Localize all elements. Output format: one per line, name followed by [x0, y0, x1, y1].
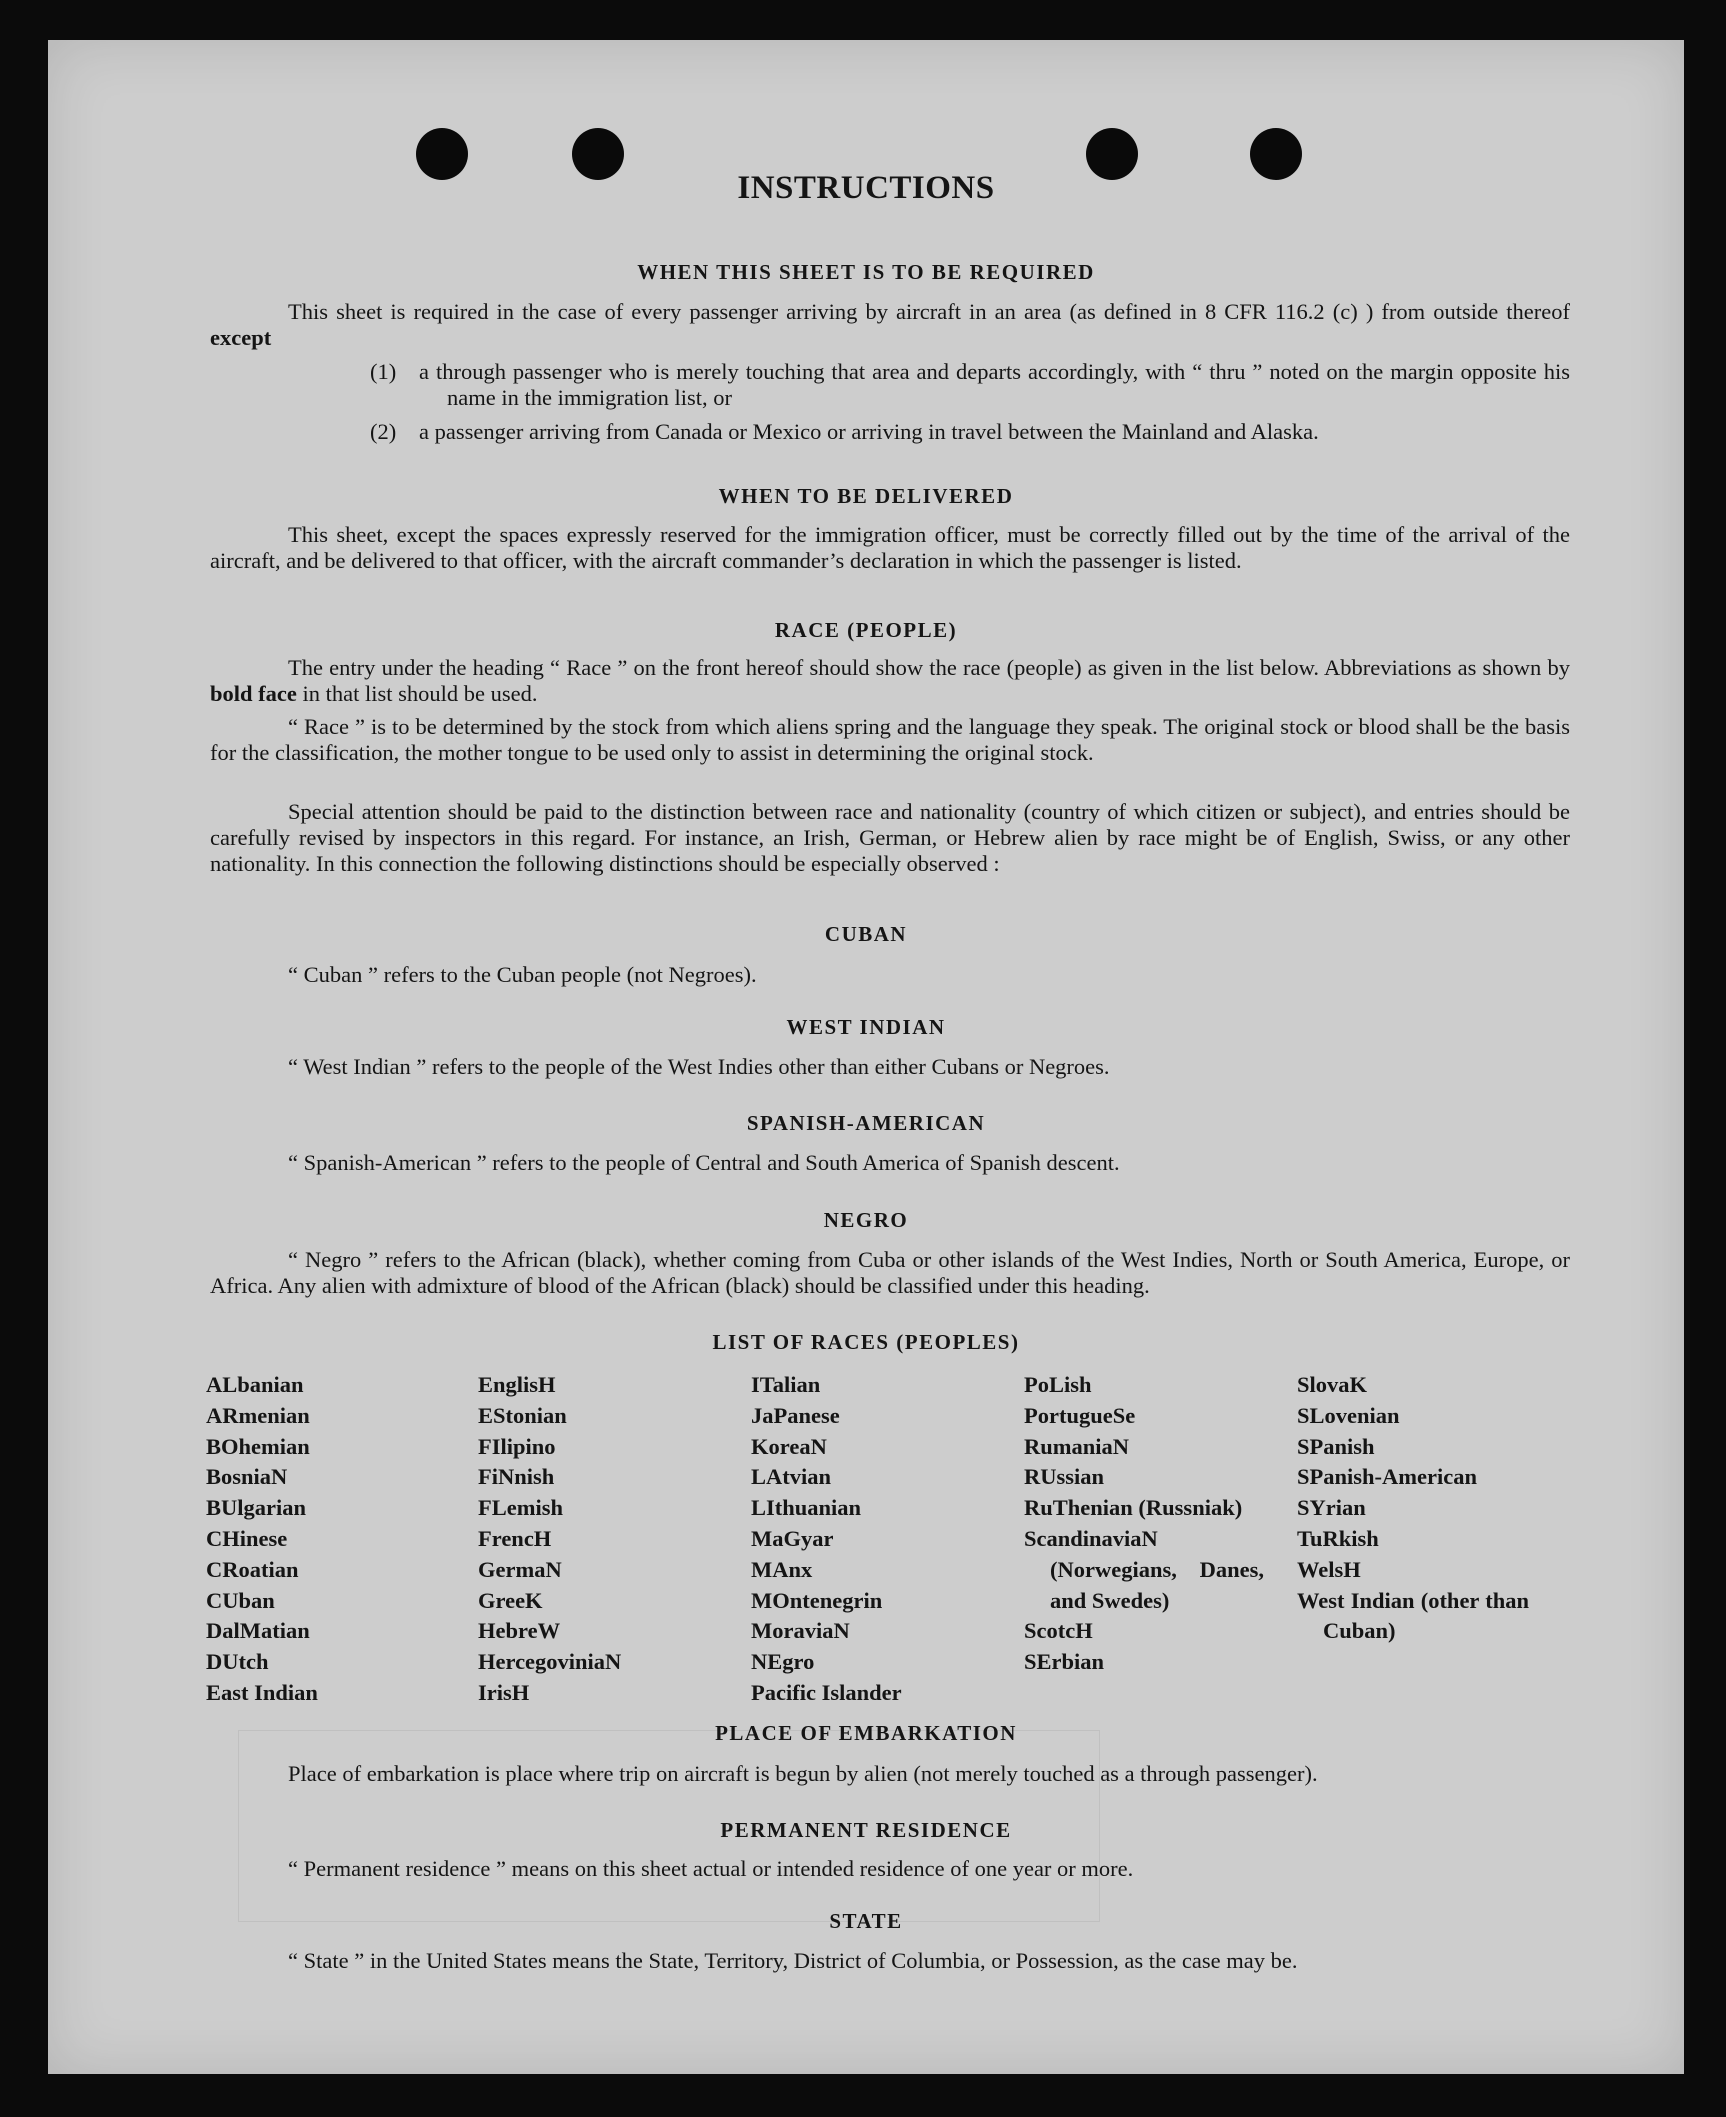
- cuban-paragraph: “ Cuban ” refers to the Cuban people (not Negroes).: [288, 962, 757, 987]
- race-item: CRoatian: [206, 1556, 299, 1582]
- race-p3-text: Special attention should be paid to the distinction between race and nationality (country of which citizen or subject), and entries should be carefully revised by inspectors in this regard. For instance, an Irish, German, or Hebrew alien by race might be of English, Swiss, or any other nationality. In this connection the following distinctions should be especially observed :: [210, 799, 1570, 876]
- item-number: (2): [370, 419, 397, 444]
- negro-paragraph: “ Negro ” refers to the African (black), whether coming from Cuba or other islands of the West Indies, North or South America, Europe, or Africa. Any alien with admixture of blood of the African (black) should be classified under this heading.: [210, 1247, 1570, 1298]
- race-item: WelsH: [1297, 1556, 1361, 1582]
- race-item: JaPanese: [751, 1402, 840, 1428]
- races-column-4: [1024, 1370, 1264, 1678]
- race-item: SlovaK: [1297, 1372, 1368, 1397]
- heading-west-indian: WEST INDIAN: [786, 1015, 946, 1039]
- race-item: LIthuanian: [751, 1495, 862, 1521]
- race-item: RumaniaN: [1024, 1433, 1130, 1459]
- race-item: ScotcH: [1024, 1618, 1093, 1644]
- races-column-3: [751, 1370, 991, 1709]
- heading-list-of-races: LIST OF RACES (PEOPLES): [712, 1330, 1020, 1354]
- item-text: a through passenger who is merely touching that area and departs accordingly, with “ thru ” noted on the margin opposite his name in the immigration list, or: [419, 359, 1570, 410]
- west-indian-text: [210, 1054, 1570, 1080]
- race-p1-end: in that list should be used.: [302, 681, 538, 706]
- heading-race: RACE (PEOPLE): [774, 618, 958, 642]
- races-column-1: [206, 1370, 446, 1709]
- race-item: SPanish-American: [1297, 1464, 1477, 1490]
- spanish-american-text: [210, 1150, 1570, 1176]
- list-item: [370, 419, 1570, 445]
- embarkation-text: [210, 1761, 1570, 1787]
- race-paragraph-3: [210, 799, 1570, 877]
- heading-cuban: CUBAN: [824, 922, 908, 946]
- item-text: a passenger arriving from Canada or Mexico or arriving in travel between the Mainland and Alaska.: [419, 419, 1319, 444]
- race-item: EStonian: [478, 1402, 567, 1428]
- race-p1-bold: bold face: [210, 681, 297, 706]
- race-item: FiNnish: [478, 1464, 555, 1490]
- race-item: HebreW: [478, 1618, 561, 1644]
- race-paragraph-2: [210, 714, 1570, 766]
- race-item: East Indian: [206, 1679, 318, 1705]
- race-item: Pacific Islander: [751, 1679, 902, 1705]
- spanish-american-paragraph: “ Spanish-American ” refers to the people of Central and South America of Spanish descent.: [288, 1150, 1120, 1175]
- delivered-paragraph: This sheet, except the spaces expressly reserved for the immigration officer, must be correctly filled out by the time of the arrival of the aircraft, and be delivered to that officer, with the aircraft commander’s declaration in which the passenger is listed.: [210, 522, 1570, 573]
- required-intro: [210, 299, 1570, 351]
- heading-negro: NEGRO: [823, 1208, 909, 1232]
- race-item: FIlipino: [478, 1433, 556, 1459]
- heading-delivered: WHEN TO BE DELIVERED: [718, 484, 1014, 508]
- race-item: PoLish: [1024, 1372, 1092, 1397]
- west-indian-paragraph: “ West Indian ” refers to the people of the West Indies other than either Cubans or Negroes.: [288, 1054, 1110, 1079]
- negro-text: [210, 1247, 1570, 1299]
- page-title: INSTRUCTIONS: [737, 170, 995, 206]
- race-item: GermaN: [478, 1556, 562, 1582]
- race-item: EnglisH: [478, 1372, 556, 1397]
- race-item: IrisH: [478, 1679, 530, 1705]
- race-item: ARmenian: [206, 1402, 310, 1428]
- race-item: RuThenian (Russniak): [1024, 1495, 1243, 1521]
- race-p1-text: The entry under the heading “ Race ” on the front hereof should show the race (people) as given in the list below. Abbreviations as shown by: [288, 655, 1570, 680]
- race-item: West Indian (other than Cuban): [1297, 1587, 1529, 1644]
- heading-residence: PERMANENT RESIDENCE: [720, 1818, 1012, 1842]
- race-item: LAtvian: [751, 1464, 832, 1490]
- embarkation-paragraph: Place of embarkation is place where trip on aircraft is begun by alien (not merely touched as a through passenger).: [288, 1761, 1318, 1786]
- heading-spanish-american: SPANISH-AMERICAN: [746, 1111, 986, 1135]
- race-item: HercegoviniaN: [478, 1649, 622, 1675]
- race-item: DalMatian: [206, 1618, 310, 1644]
- race-item: CUban: [206, 1587, 275, 1613]
- race-item: MAnx: [751, 1556, 813, 1582]
- race-item: FrencH: [478, 1525, 552, 1551]
- race-item: MOntenegrin: [751, 1587, 883, 1613]
- state-paragraph: “ State ” in the United States means the State, Territory, District of Columbia, or Possession, as the case may be.: [288, 1948, 1298, 1973]
- race-item: FLemish: [478, 1495, 564, 1521]
- residence-text: [210, 1856, 1570, 1882]
- race-item: SLovenian: [1297, 1402, 1400, 1428]
- race-item: BosniaN: [206, 1464, 288, 1490]
- cuban-text: [210, 962, 1570, 988]
- race-item: BOhemian: [206, 1433, 310, 1459]
- race-item: DUtch: [206, 1649, 269, 1675]
- races-column-2: [478, 1370, 718, 1709]
- race-item: GreeK: [478, 1587, 543, 1613]
- list-item: [370, 359, 1570, 411]
- required-intro-except: except: [210, 325, 272, 350]
- race-item: SPanish: [1297, 1433, 1375, 1459]
- race-item: MaGyar: [751, 1525, 834, 1551]
- race-item: ALbanian: [206, 1372, 304, 1397]
- state-text: [210, 1948, 1570, 1974]
- heading-state: STATE: [829, 1909, 903, 1933]
- race-item: PortugueSe: [1024, 1402, 1136, 1428]
- item-number: (1): [370, 359, 397, 384]
- race-item: RUssian: [1024, 1464, 1105, 1490]
- delivered-text: [210, 522, 1570, 574]
- race-item: BUlgarian: [206, 1495, 307, 1521]
- race-item: KoreaN: [751, 1433, 827, 1459]
- race-item: NEgro: [751, 1649, 815, 1675]
- race-paragraph-1: [210, 655, 1570, 707]
- race-item: CHinese: [206, 1525, 288, 1551]
- heading-embarkation: PLACE OF EMBARKATION: [715, 1721, 1017, 1745]
- race-item: ScandinaviaN (Norwegians, Danes, and Swedes): [1024, 1525, 1264, 1613]
- race-item: TuRkish: [1297, 1525, 1379, 1551]
- document-page: [48, 40, 1684, 2074]
- residence-paragraph: “ Permanent residence ” means on this sheet actual or intended residence of one year or more.: [288, 1856, 1134, 1881]
- race-item: SErbian: [1024, 1649, 1105, 1675]
- race-item: ITalian: [751, 1372, 821, 1397]
- race-item: SYrian: [1297, 1495, 1366, 1521]
- race-item: MoraviaN: [751, 1618, 850, 1644]
- required-intro-text: This sheet is required in the case of every passenger arriving by aircraft in an area (as defined in 8 CFR 116.2 (c) ) from outside thereof: [288, 299, 1570, 324]
- race-p2-text: “ Race ” is to be determined by the stock from which aliens spring and the language they speak. The original stock or blood shall be the basis for the classification, the mother tongue to be used only to assist in determining the original stock.: [210, 714, 1570, 765]
- races-column-5: [1297, 1370, 1529, 1647]
- heading-required: WHEN THIS SHEET IS TO BE REQUIRED: [637, 260, 1095, 284]
